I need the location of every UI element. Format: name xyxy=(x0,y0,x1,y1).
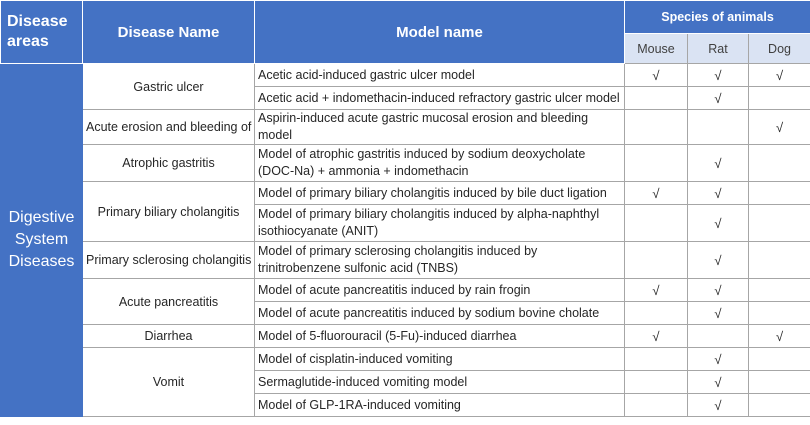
disease-name: Vomit xyxy=(83,348,255,417)
model-name: Model of acute pancreatitis induced by rain frogin xyxy=(255,279,625,302)
header-disease-areas: Disease areas xyxy=(1,1,83,64)
dog-cell xyxy=(749,182,810,205)
model-name: Model of GLP-1RA-induced vomiting xyxy=(255,394,625,417)
model-name: Aspirin-induced acute gastric mucosal erosion and bleeding model xyxy=(255,110,625,145)
dog-cell xyxy=(749,205,810,242)
model-name: Model of primary biliary cholangitis induced by alpha-naphthyl isothiocyanate (ANIT) xyxy=(255,205,625,242)
mouse-cell xyxy=(625,87,688,110)
model-name: Model of 5-fluorouracil (5-Fu)-induced diarrhea xyxy=(255,325,625,348)
model-name: Acetic acid-induced gastric ulcer model xyxy=(255,64,625,87)
table-row xyxy=(1,325,810,348)
mouse-cell: √ xyxy=(625,279,688,302)
dog-cell xyxy=(749,348,810,371)
disease-name: Diarrhea xyxy=(83,325,255,348)
mouse-cell xyxy=(625,348,688,371)
model-name: Model of primary sclerosing cholangitis induced by trinitrobenzene sulfonic acid (TNBS) xyxy=(255,242,625,279)
model-name: Acetic acid + indomethacin-induced refractory gastric ulcer model xyxy=(255,87,625,110)
header-dog: Dog xyxy=(749,34,810,64)
dog-cell xyxy=(749,279,810,302)
rat-cell: √ xyxy=(688,64,749,87)
mouse-cell xyxy=(625,145,688,182)
table-row xyxy=(1,182,810,205)
header-disease-name: Disease Name xyxy=(83,1,255,64)
dog-cell: √ xyxy=(749,325,810,348)
rat-cell: √ xyxy=(688,371,749,394)
mouse-cell xyxy=(625,302,688,325)
rat-cell: √ xyxy=(688,348,749,371)
disease-name: Primary biliary cholangitis xyxy=(83,182,255,242)
mouse-cell: √ xyxy=(625,325,688,348)
rat-cell xyxy=(688,110,749,145)
mouse-cell xyxy=(625,242,688,279)
table-row xyxy=(1,145,810,182)
dog-cell xyxy=(749,242,810,279)
rat-cell: √ xyxy=(688,279,749,302)
table-row xyxy=(1,64,810,87)
mouse-cell: √ xyxy=(625,64,688,87)
dog-cell xyxy=(749,302,810,325)
dog-cell xyxy=(749,394,810,417)
header-mouse: Mouse xyxy=(625,34,688,64)
rat-cell: √ xyxy=(688,87,749,110)
dog-cell xyxy=(749,145,810,182)
mouse-cell: √ xyxy=(625,182,688,205)
rat-cell: √ xyxy=(688,242,749,279)
table-row xyxy=(1,279,810,302)
model-name: Model of atrophic gastritis induced by sodium deoxycholate (DOC-Na) + ammonia + indomethacin xyxy=(255,145,625,182)
rat-cell: √ xyxy=(688,145,749,182)
mouse-cell xyxy=(625,394,688,417)
dog-cell xyxy=(749,371,810,394)
table-row xyxy=(1,242,810,279)
disease-name: Primary sclerosing cholangitis xyxy=(83,242,255,279)
header-species: Species of animals xyxy=(625,1,810,34)
header-rat: Rat xyxy=(688,34,749,64)
dog-cell: √ xyxy=(749,64,810,87)
model-name: Sermaglutide-induced vomiting model xyxy=(255,371,625,394)
disease-name: Atrophic gastritis xyxy=(83,145,255,182)
table-row xyxy=(1,348,810,371)
disease-name: Acute erosion and bleeding of xyxy=(83,110,255,145)
disease-name: Gastric ulcer xyxy=(83,64,255,110)
dog-cell xyxy=(749,87,810,110)
rat-cell: √ xyxy=(688,302,749,325)
rat-cell: √ xyxy=(688,205,749,242)
table-row xyxy=(1,110,810,145)
rat-cell xyxy=(688,325,749,348)
disease-area: Digestive System Diseases xyxy=(1,64,83,417)
mouse-cell xyxy=(625,371,688,394)
rat-cell: √ xyxy=(688,394,749,417)
header-model-name: Model name xyxy=(255,1,625,64)
dog-cell: √ xyxy=(749,110,810,145)
disease-name: Acute pancreatitis xyxy=(83,279,255,325)
mouse-cell xyxy=(625,110,688,145)
model-name: Model of cisplatin-induced vomiting xyxy=(255,348,625,371)
mouse-cell xyxy=(625,205,688,242)
model-name: Model of acute pancreatitis induced by sodium bovine cholate xyxy=(255,302,625,325)
model-name: Model of primary biliary cholangitis induced by bile duct ligation xyxy=(255,182,625,205)
rat-cell: √ xyxy=(688,182,749,205)
